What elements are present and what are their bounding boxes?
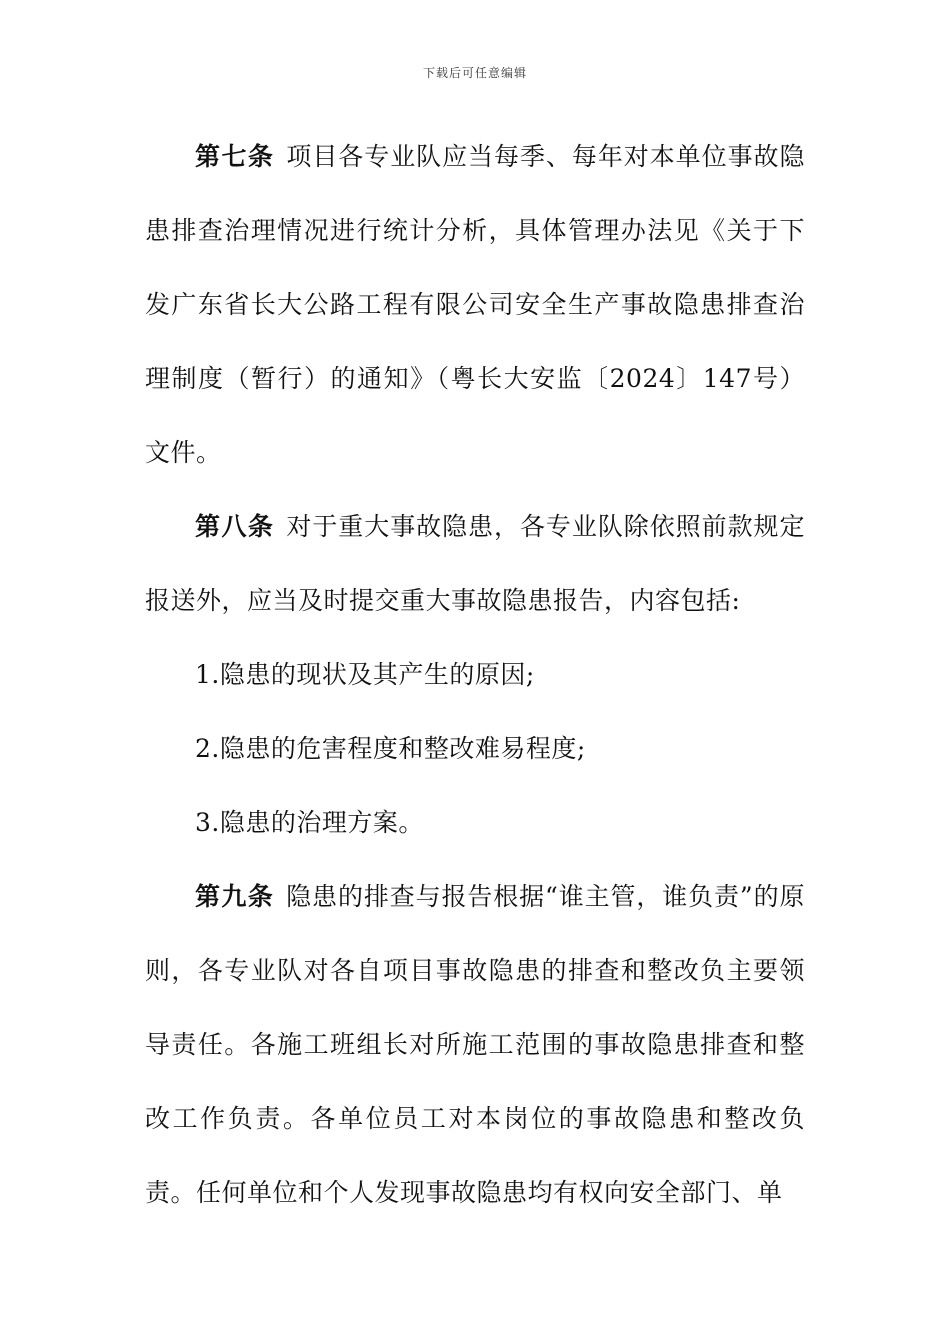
article-text: 对于重大事故隐患，各专业队除依照前款规定报送外，应当及时提交重大事故隐患报告，内容包括: xyxy=(145,512,805,615)
article-title: 第七条 xyxy=(195,142,275,171)
article-title: 第九条 xyxy=(195,882,275,911)
article-8 xyxy=(145,490,805,638)
article-7 xyxy=(145,120,805,490)
document-body xyxy=(145,120,805,1230)
article-title: 第八条 xyxy=(195,512,275,541)
article-9 xyxy=(145,860,805,1230)
article-text: 隐患的排查与报告根据“谁主管，谁负责”的原则，各专业队对各自项目事故隐患的排查和整改负主要领导责任。各施工班组长对所施工范围的事故隐患排查和整改工作负责。各单位员工对本岗位的事故隐患和整改负责。任何单位和个人发现事故隐患均有权向安全部门、单 xyxy=(145,882,805,1207)
list-item: 3.隐患的治理方案。 xyxy=(195,808,424,837)
list-item: 2.隐患的危害程度和整改难易程度; xyxy=(195,734,586,763)
article-text: 项目各专业队应当每季、每年对本单位事故隐患排查治理情况进行统计分析，具体管理办法见《关于下发广东省长大公路工程有限公司安全生产事故隐患排查治理制度（暂行）的通知》（粤长大安监〔2024〕147号）文件。 xyxy=(145,142,805,467)
page-header: 下载后可任意编辑 xyxy=(422,66,527,80)
list-item: 1.隐患的现状及其产生的原因; xyxy=(195,660,535,689)
